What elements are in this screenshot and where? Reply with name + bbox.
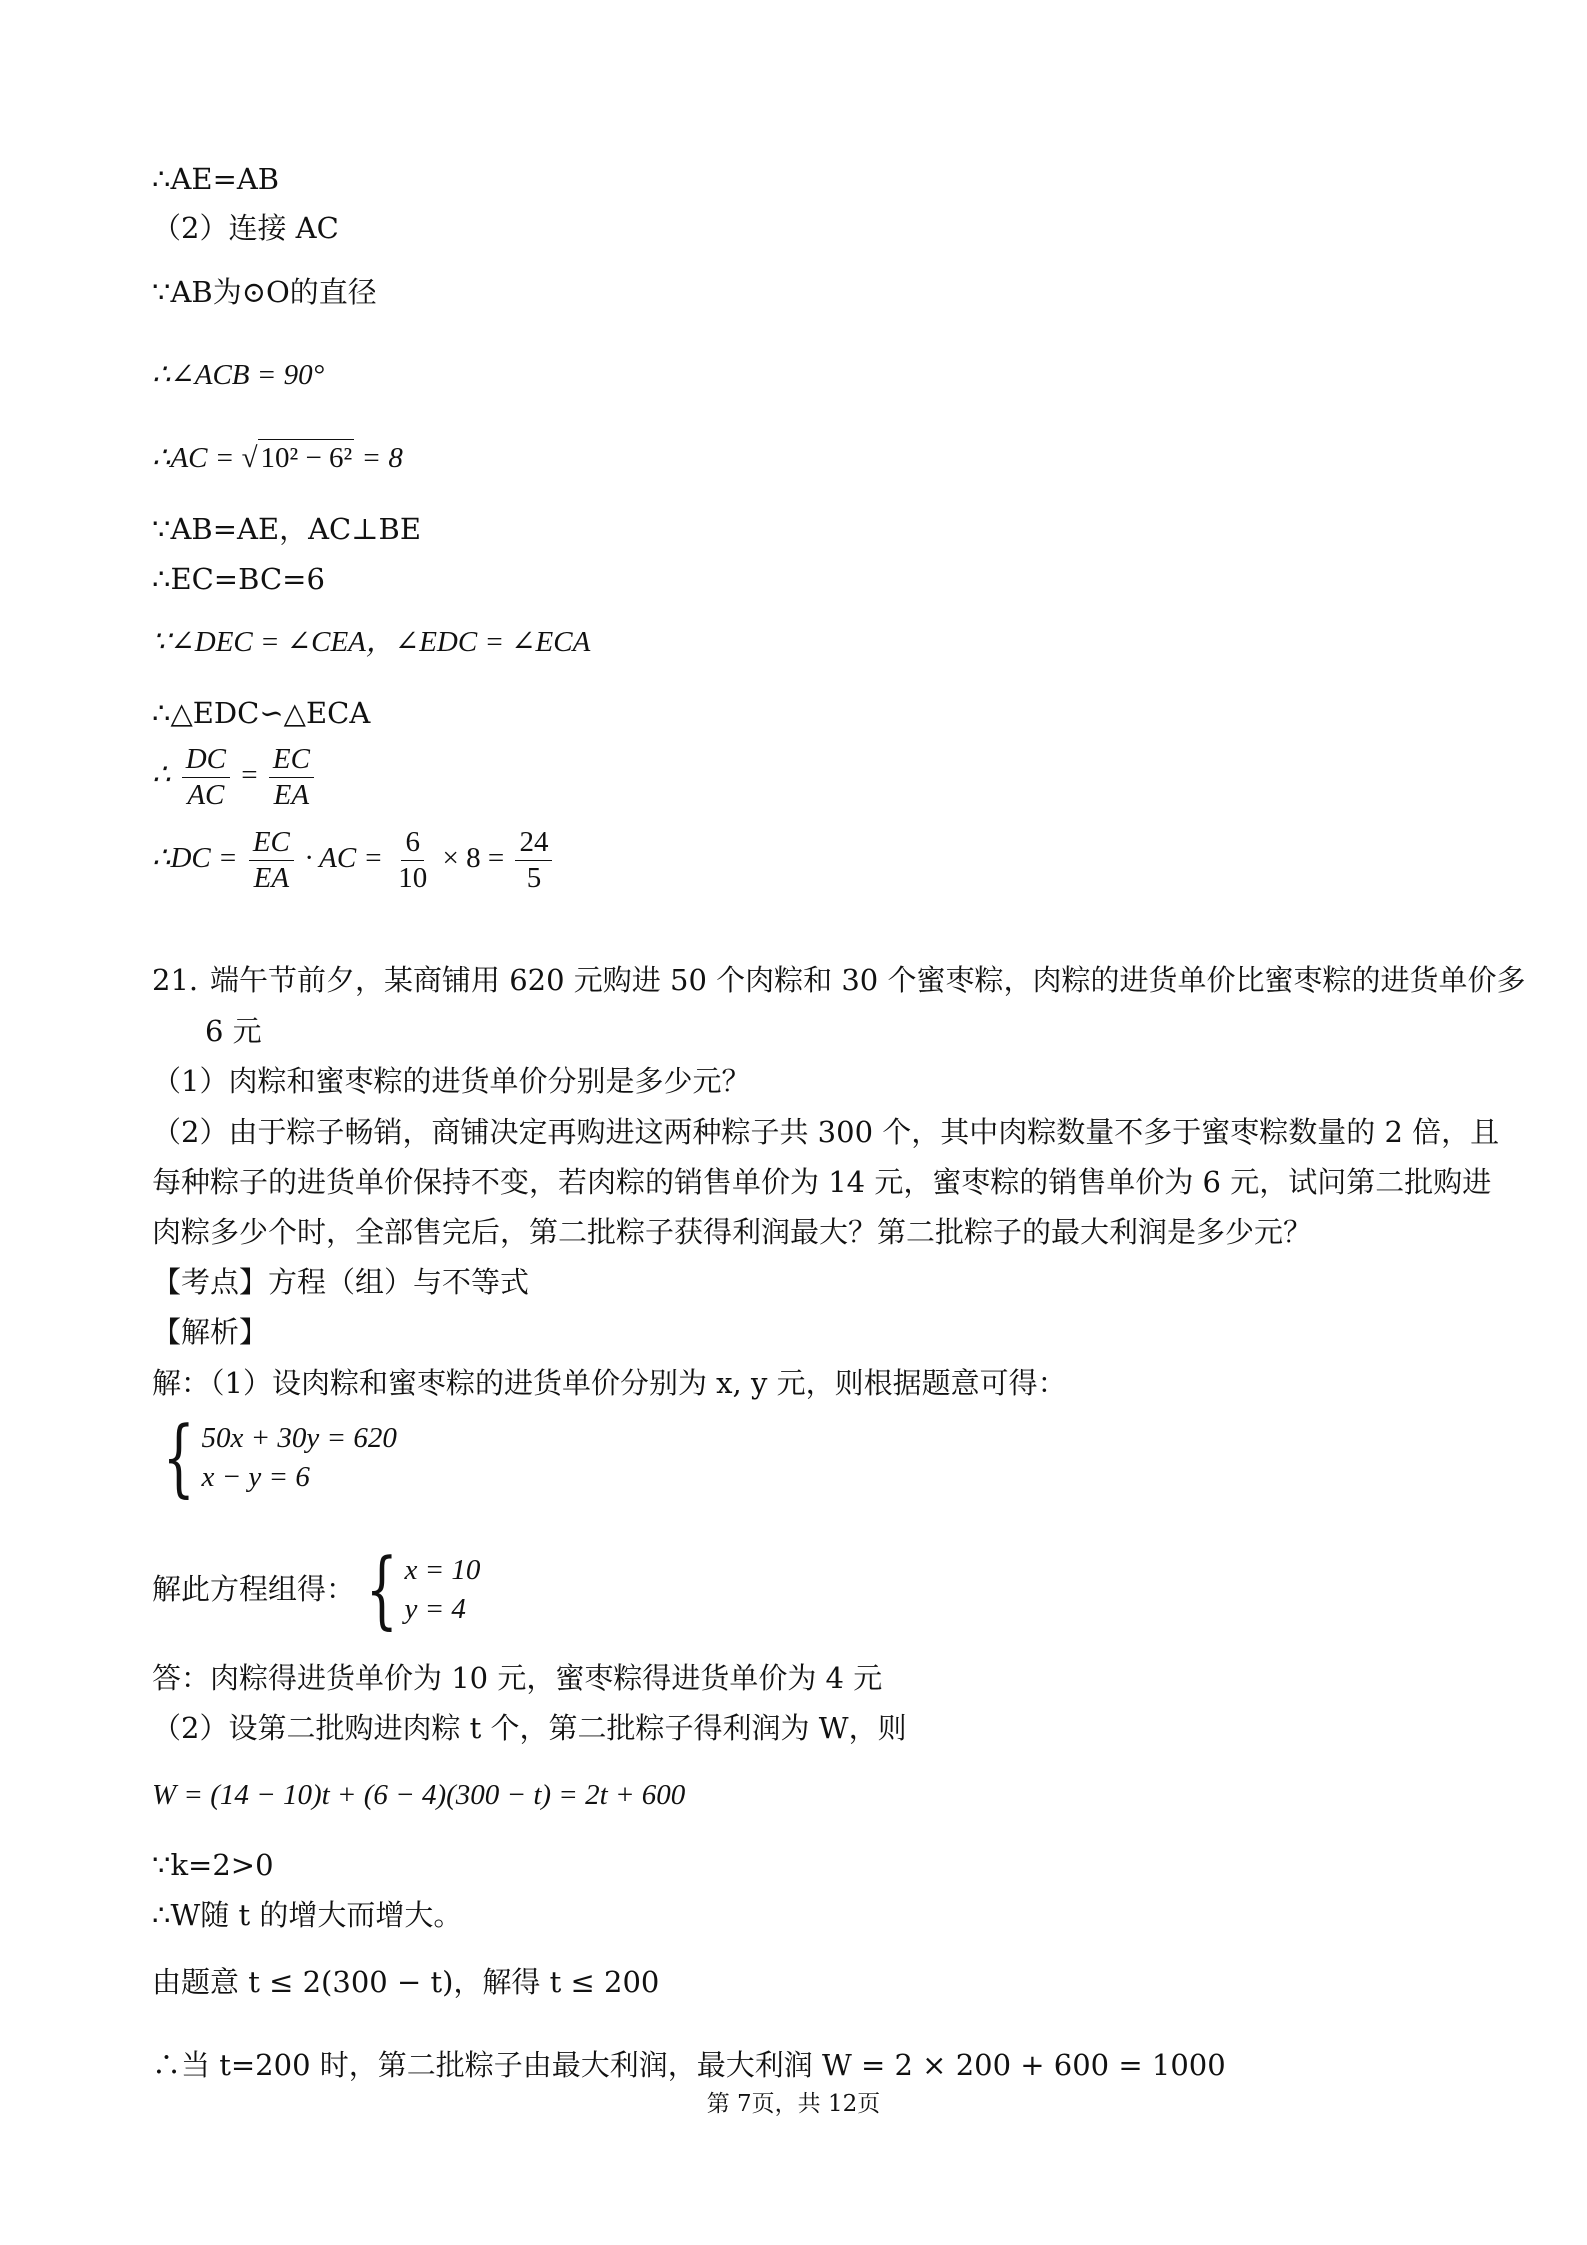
- radicand: 10² − 6²: [258, 439, 355, 474]
- profit-equation: W = (14 − 10)t + (6 − 4)(300 − t) = 2t + 600: [152, 1779, 686, 1811]
- solve-label: 解此方程组得：: [152, 1572, 356, 1607]
- times-8: × 8 =: [442, 842, 505, 875]
- question-part2-line2: 每种粽子的进货单价保持不变，若肉粽的销售单价为 14 元，蜜枣粽的销售单价为 6 元，试问第二批购进: [152, 1165, 1492, 1199]
- step-connect-ac: （2）连接 AC: [152, 211, 339, 245]
- fraction-ec-ea: [269, 745, 314, 810]
- therefore-symbol: ∴: [152, 759, 171, 792]
- question-part2-line3: 肉粽多少个时，全部售完后，第二批粽子获得利润最大？第二批粽子的最大利润是多少元？: [152, 1215, 1313, 1249]
- step-angle-acb: ∴∠ACB = 90°: [152, 359, 325, 391]
- result-x: x = 10: [404, 1553, 481, 1586]
- step-dc-value: [152, 828, 556, 893]
- page-footer: 第 7页，共 12页: [706, 2091, 881, 2117]
- step-ratio: [152, 745, 318, 810]
- result-y: y = 4: [404, 1592, 466, 1625]
- fraction-ec-ea: [249, 828, 294, 893]
- solution-part1-intro: 解：（1）设肉粽和蜜枣粽的进货单价分别为 x, y 元，则根据题意可得：: [152, 1366, 1067, 1400]
- step-ab-ae-perp: ∵AB=AE，AC⊥BE: [152, 512, 422, 546]
- numerator: EC: [249, 828, 294, 861]
- jiexi-label: 【解析】: [152, 1315, 269, 1349]
- step-ab-diameter: ∵AB为⊙O的直径: [152, 275, 377, 309]
- kaodian-label: 【考点】方程（组）与不等式: [152, 1265, 530, 1299]
- final-conclusion: ∴当 t=200 时，第二批粽子由最大利润，最大利润 W = 2 × 200 + 600 = 1000: [152, 2048, 1226, 2082]
- question-stem-line1: 端午节前夕，某商铺用 620 元购进 50 个肉粽和 30 个蜜枣粽，肉粽的进货单价比蜜枣粽的进货单价多: [210, 963, 1526, 997]
- step-similar-triangles: ∴△EDC∽△ECA: [152, 696, 371, 730]
- left-brace-icon: {: [162, 1408, 195, 1506]
- denominator: 5: [526, 862, 542, 894]
- equation-system: [152, 1408, 397, 1506]
- numerator: 24: [515, 828, 552, 861]
- dot-ac: · AC =: [305, 842, 383, 875]
- monotonic-statement: ∴W随 t 的增大而增大。: [152, 1898, 463, 1932]
- step-ec-bc: ∴EC=BC=6: [152, 562, 325, 596]
- fraction-dc-ac: [182, 745, 230, 810]
- fraction-6-10: [394, 828, 431, 893]
- ac-length-lhs: ∴AC =: [152, 442, 242, 474]
- fraction-24-5: [515, 828, 552, 893]
- answer-part1: 答：肉粽得进货单价为 10 元，蜜枣粽得进货单价为 4 元: [152, 1661, 883, 1695]
- numerator: EC: [269, 745, 314, 778]
- dc-lhs: ∴DC =: [152, 842, 238, 875]
- question-number: 21.: [152, 963, 199, 997]
- denominator: EA: [253, 862, 290, 894]
- left-brace-icon: {: [365, 1540, 398, 1638]
- denominator: 10: [398, 862, 428, 894]
- step-ae-equals-ab: ∴AE=AB: [152, 162, 280, 196]
- equation-2: x − y = 6: [201, 1460, 310, 1493]
- denominator: EA: [273, 779, 310, 811]
- question-part1: （1）肉粽和蜜枣粽的进货单价分别是多少元？: [152, 1064, 751, 1098]
- solution-part2-intro: （2）设第二批购进肉粽 t 个，第二批粽子得利润为 W，则: [152, 1711, 907, 1745]
- equation-1: 50x + 30y = 620: [201, 1421, 397, 1454]
- slope-positive: ∵k=2>0: [152, 1848, 274, 1882]
- equals-sign: =: [241, 759, 258, 792]
- numerator: DC: [182, 745, 230, 778]
- question-part2-line1: （2）由于粽子畅销，商铺决定再购进这两种粽子共 300 个，其中肉粽数量不多于蜜枣粽数量的 2 倍，且: [152, 1115, 1500, 1149]
- solution-system: [152, 1540, 481, 1638]
- step-ac-length: ∴AC = √ 10² − 6² = 8: [152, 444, 403, 473]
- inequality-statement: 由题意 t ≤ 2(300 − t)，解得 t ≤ 200: [152, 1965, 660, 1999]
- ac-length-result: = 8: [354, 442, 403, 474]
- denominator: AC: [187, 779, 225, 811]
- question-stem-line2: 6 元: [205, 1014, 262, 1048]
- step-equal-angles: ∵∠DEC = ∠CEA，∠EDC = ∠ECA: [152, 626, 591, 658]
- numerator: 6: [401, 828, 424, 861]
